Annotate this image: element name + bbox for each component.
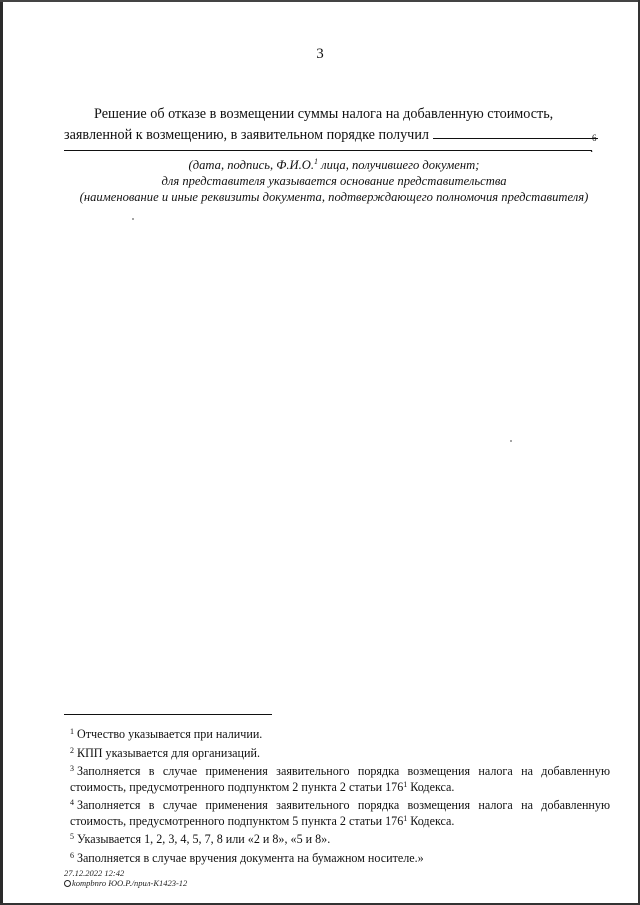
footnote-text-end: Кодекса.: [407, 813, 455, 828]
footnote-text: Указывается 1, 2, 3, 4, 5, 7, 8 или «2 и 8», «5 и 8».: [77, 832, 331, 846]
footnote-number: 2: [70, 745, 74, 755]
footnote-number: 5: [70, 832, 74, 841]
caption-line-1-text: (дата, подпись, Ф.И.О.: [188, 158, 315, 172]
footnote-superscript: 1: [403, 813, 408, 823]
signature-caption: [64, 157, 604, 205]
statement-line-2-text: заявленной к возмещению, в заявительном порядке получил: [64, 127, 429, 143]
footnote-text-end: Кодекса.: [407, 779, 455, 794]
caption-line-1-rest: лица, получившего документ;: [318, 158, 480, 172]
caption-footnote-ref: 1: [314, 157, 319, 166]
footnote-number: 1: [70, 727, 74, 736]
footnote-superscript: 1: [403, 779, 408, 789]
signature-line[interactable]: [64, 150, 592, 151]
footnote-text: Заполняется в случае применения заявительного порядка возмещения налога на добавленную стоимость, предусмотренного подпунктом 2 пункта 2 статьи 176: [70, 764, 610, 794]
decision-statement: [64, 104, 604, 146]
caption-line-1: [64, 157, 604, 173]
footnote-1: [70, 724, 610, 743]
stamp-path: kompbnro ЮО.Р./прил-К1423-12: [72, 878, 188, 888]
footnote-separator: [64, 714, 272, 715]
footnote-number: 3: [70, 764, 74, 773]
footnote-text: Заполняется в случае применения заявительного порядка возмещения налога на добавленную стоимость, предусмотренного подпунктом 5 пункта 2 статьи 176: [70, 798, 610, 828]
scan-speck: [510, 440, 512, 442]
footnote-6: [70, 848, 610, 867]
statement-line-2: [64, 125, 604, 146]
footnotes: [70, 724, 610, 866]
end-period: .: [590, 140, 594, 155]
stamp-datetime: 27.12.2022 12:42: [64, 868, 125, 878]
copyright-icon: [64, 880, 71, 887]
scan-edge-left: [0, 0, 3, 905]
scan-speck: [132, 218, 134, 220]
scan-edge-top: [0, 0, 640, 2]
footnote-2: [70, 743, 610, 762]
statement-line-1: Решение об отказе в возмещении суммы налога на добавленную стоимость,: [94, 106, 554, 122]
print-stamp: [64, 868, 187, 888]
footnote-4: [70, 795, 610, 829]
recipient-blank-field[interactable]: [433, 125, 598, 139]
footnote-text: КПП указывается для организаций.: [77, 745, 260, 760]
footnote-number: 6: [70, 850, 74, 860]
caption-line-2: для представителя указывается основание представительства: [161, 174, 507, 188]
footnote-3: [70, 761, 610, 795]
page-number: 3: [316, 46, 324, 62]
caption-line-3: (наименование и иные реквизиты документа, подтверждающего полномочия представителя): [79, 190, 589, 204]
footnote-number: 4: [70, 798, 74, 807]
footnote-text: Заполняется в случае вручения документа на бумажном носителе.»: [77, 850, 424, 865]
stamp-path-line: [64, 878, 187, 888]
footnote-text: Отчество указывается при наличии.: [77, 727, 263, 741]
footnote-5: [70, 829, 610, 848]
footnote-mark-6: 6: [592, 133, 597, 143]
